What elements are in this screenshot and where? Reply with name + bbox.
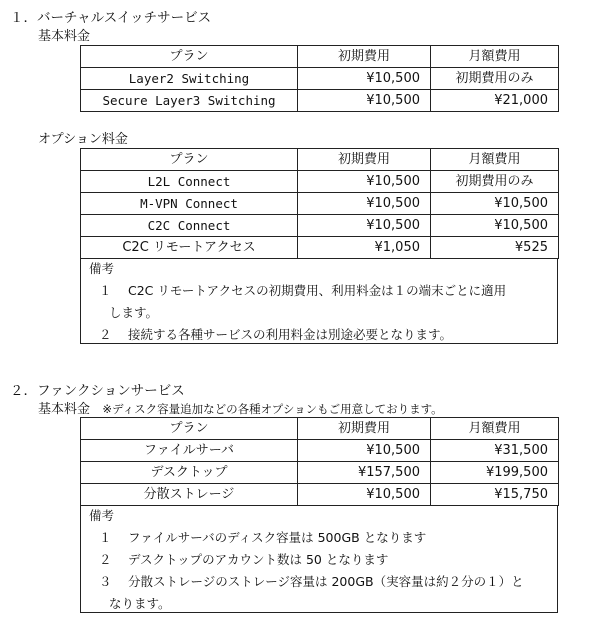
initial-fee-cell: ¥10,500 bbox=[298, 440, 431, 462]
initial-fee-cell: ¥10,500 bbox=[298, 171, 431, 193]
table-row bbox=[81, 484, 559, 506]
initial-fee-cell: ¥10,500 bbox=[298, 68, 431, 90]
section1-remarks-box bbox=[80, 258, 558, 344]
table-row bbox=[81, 68, 559, 90]
section1-basic-table bbox=[80, 45, 559, 112]
plan-cell: 分散ストレージ bbox=[81, 484, 298, 506]
section1-title: １．バーチャルスイッチサービス bbox=[10, 10, 212, 26]
header-initial-fee: 初期費用 bbox=[298, 418, 431, 440]
plan-cell: L2L Connect bbox=[81, 171, 298, 193]
header-plan: プラン bbox=[81, 149, 298, 171]
monthly-fee-cell: 初期費用のみ bbox=[431, 171, 559, 193]
remarks-item-text: C2C リモートアクセスの初期費用、利用料金は１の端末ごとに適用 bbox=[128, 283, 507, 298]
header-plan: プラン bbox=[81, 46, 298, 68]
header-monthly-fee: 月額費用 bbox=[431, 418, 559, 440]
table-row bbox=[81, 237, 559, 259]
remarks-item-number: １ bbox=[99, 530, 112, 545]
section2-basic-note: ※ディスク容量追加などの各種オプションもご用意しております。 bbox=[102, 402, 443, 416]
remarks-item-text: ファイルサーバのディスク容量は 500GB となります bbox=[128, 530, 427, 545]
monthly-fee-cell: ¥525 bbox=[431, 237, 559, 259]
section1-option-table bbox=[80, 148, 559, 259]
remarks-item bbox=[87, 571, 551, 593]
header-monthly-fee: 月額費用 bbox=[431, 46, 559, 68]
remarks-item-number: １ bbox=[99, 283, 112, 298]
remarks-item-text: 分散ストレージのストレージ容量は 200GB（実容量は約２分の１）と bbox=[128, 574, 524, 589]
monthly-fee-cell: ¥21,000 bbox=[431, 90, 559, 112]
initial-fee-cell: ¥157,500 bbox=[298, 462, 431, 484]
initial-fee-cell: ¥1,050 bbox=[298, 237, 431, 259]
plan-cell: デスクトップ bbox=[81, 462, 298, 484]
remarks-item-continuation: なります。 bbox=[109, 596, 171, 611]
initial-fee-cell: ¥10,500 bbox=[298, 215, 431, 237]
remarks-item-text: 接続する各種サービスの利用料金は別途必要となります。 bbox=[128, 327, 453, 342]
monthly-fee-cell: 初期費用のみ bbox=[431, 68, 559, 90]
monthly-fee-cell: ¥10,500 bbox=[431, 215, 559, 237]
table-row bbox=[81, 90, 559, 112]
plan-cell: Layer2 Switching bbox=[81, 68, 298, 90]
section1-option-label: オプション料金 bbox=[38, 132, 128, 147]
initial-fee-cell: ¥10,500 bbox=[298, 484, 431, 506]
header-monthly-fee: 月額費用 bbox=[431, 149, 559, 171]
remarks-item-text: デスクトップのアカウント数は 50 となります bbox=[128, 552, 389, 567]
section2-basic-label-line bbox=[38, 398, 443, 417]
remarks-title: 備考 bbox=[89, 508, 115, 523]
table-header-row bbox=[81, 46, 559, 68]
remarks-item-number: ２ bbox=[99, 552, 112, 567]
remarks-item bbox=[87, 527, 551, 549]
table-row bbox=[81, 171, 559, 193]
table-row bbox=[81, 440, 559, 462]
remarks-item bbox=[87, 324, 551, 346]
remarks-item bbox=[87, 280, 551, 302]
table-header-row bbox=[81, 149, 559, 171]
plan-cell: Secure Layer3 Switching bbox=[81, 90, 298, 112]
monthly-fee-cell: ¥199,500 bbox=[431, 462, 559, 484]
remarks-title: 備考 bbox=[89, 261, 115, 276]
section2-remarks-box bbox=[80, 505, 558, 613]
monthly-fee-cell: ¥31,500 bbox=[431, 440, 559, 462]
table-header-row bbox=[81, 418, 559, 440]
initial-fee-cell: ¥10,500 bbox=[298, 90, 431, 112]
section2-basic-table bbox=[80, 417, 559, 506]
plan-cell: C2C Connect bbox=[81, 215, 298, 237]
remarks-item-number: ３ bbox=[99, 574, 112, 589]
section1-basic-label: 基本料金 bbox=[38, 29, 91, 44]
plan-cell: M-VPN Connect bbox=[81, 193, 298, 215]
remarks-item-continuation: します。 bbox=[109, 305, 159, 320]
header-initial-fee: 初期費用 bbox=[298, 46, 431, 68]
table-row bbox=[81, 215, 559, 237]
table-row bbox=[81, 462, 559, 484]
section2-title: ２．ファンクションサービス bbox=[10, 383, 185, 399]
remarks-item bbox=[87, 549, 551, 571]
header-initial-fee: 初期費用 bbox=[298, 149, 431, 171]
table-row bbox=[81, 193, 559, 215]
monthly-fee-cell: ¥10,500 bbox=[431, 193, 559, 215]
monthly-fee-cell: ¥15,750 bbox=[431, 484, 559, 506]
header-plan: プラン bbox=[81, 418, 298, 440]
remarks-item-number: ２ bbox=[99, 327, 112, 342]
initial-fee-cell: ¥10,500 bbox=[298, 193, 431, 215]
plan-cell: C2C リモートアクセス bbox=[81, 237, 298, 259]
section2-basic-label: 基本料金 bbox=[38, 402, 91, 417]
plan-cell: ファイルサーバ bbox=[81, 440, 298, 462]
